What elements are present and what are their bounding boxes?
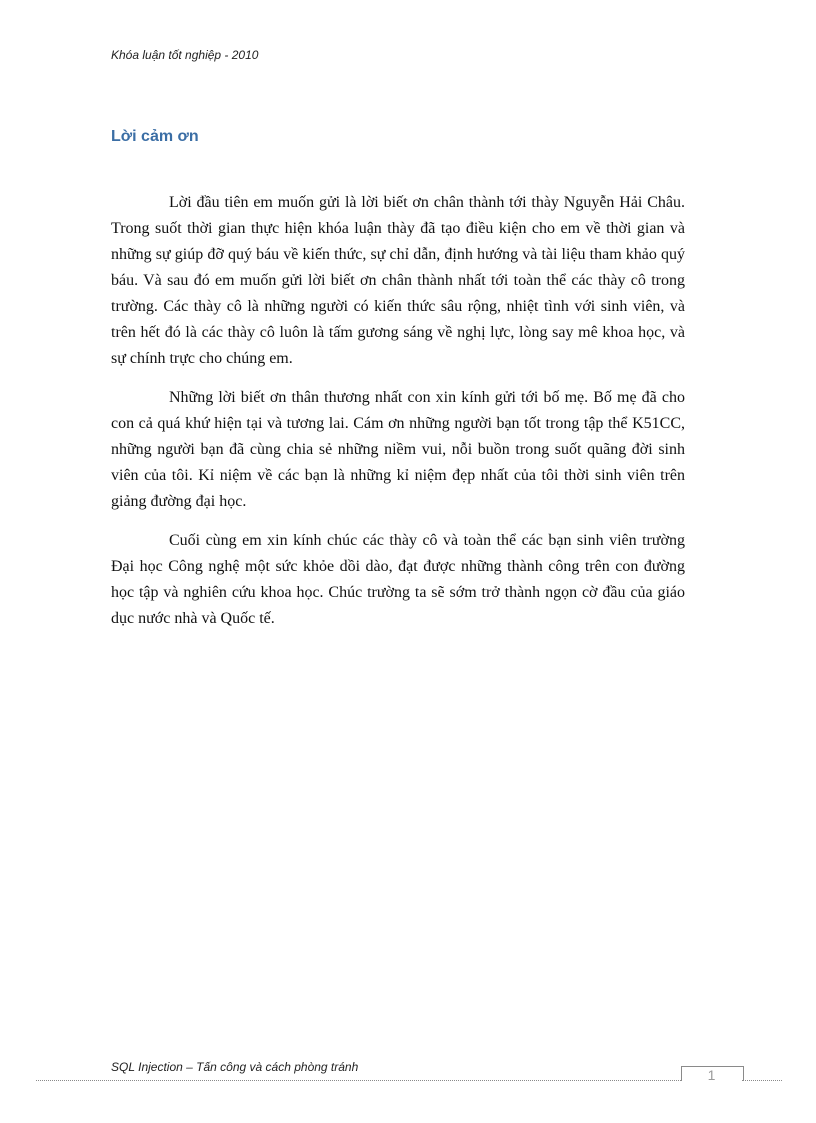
running-footer: SQL Injection – Tấn công và cách phòng tránh — [111, 1060, 359, 1074]
paragraph-2: Những lời biết ơn thân thương nhất con xin kính gửi tới bố mẹ. Bố mẹ đã cho con cả quá khứ hiện tại và tương lai. Cám ơn những người bạn tốt trong tập thể K51CC, những người bạn đã cùng chia sẻ những niềm vui, nỗi buồn trong suốt quãng đời sinh viên của tôi. Kỉ niệm về các bạn là những kỉ niệm đẹp nhất của tôi thời sinh viên trên giảng đường đại học. — [111, 389, 685, 510]
paragraph-3: Cuối cùng em xin kính chúc các thày cô và toàn thể các bạn sinh viên trường Đại học Công nghệ một sức khỏe dồi dào, đạt được những thành công trên con đường học tập và nghiên cứu khoa học. Chúc trường ta sẽ sớm trở thành ngọn cờ đầu của giáo dục nước nhà và Quốc tế. — [111, 532, 685, 627]
footer-rule-left — [36, 1080, 681, 1081]
footer-rule-right — [742, 1080, 782, 1081]
page-number: 1 — [707, 1067, 716, 1083]
running-header: Khóa luận tốt nghiệp - 2010 — [111, 48, 259, 62]
paragraph-1: Lời đầu tiên em muốn gửi là lời biết ơn chân thành tới thày Nguyễn Hải Châu. Trong suốt thời gian thực hiện khóa luận thày đã tạo điều kiện cho em về thời gian và những sự giúp đỡ quý báu về kiến thức, sự chỉ dẫn, định hướng và tài liệu tham khảo quý báu. Và sau đó em muốn gửi lời biết ơn chân thành nhất tới toàn thể các thày cô trong trường. Các thày cô là những người có kiến thức sâu rộng, nhiệt tình với sinh viên, và trên hết đó là các thày cô luôn là tấm gương sáng về nghị lực, lòng say mê khoa học, và sự chính trực cho chúng em. — [111, 194, 685, 367]
section-title: Lời cảm ơn — [111, 128, 199, 145]
section-body — [111, 190, 685, 645]
